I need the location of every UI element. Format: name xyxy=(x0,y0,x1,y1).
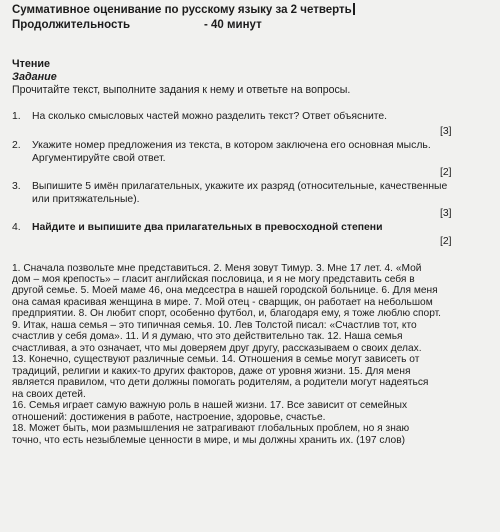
text-line: 16. Семья играет самую важную роль в нашей жизни. 17. Все зависит от семейных xyxy=(12,400,408,411)
question-number: 3. xyxy=(12,181,21,192)
question-points: [2] xyxy=(440,167,452,178)
instruction-text: Прочитайте текст, выполните задания к нему и ответьте на вопросы. xyxy=(12,84,351,96)
text-line: 18. Может быть, мои размышления не затрагивают глобальных проблем, но я знаю xyxy=(12,423,410,434)
duration-value: - 40 минут xyxy=(204,19,262,31)
text-line: точно, что есть незыблемые ценности в мире, и мы должны хранить их. (197 слов) xyxy=(12,435,405,446)
text-line: счастлив у себя дома». 11. И я думаю, что это действительно так. 12. Наша семья xyxy=(12,331,403,342)
text-line: другой семье. 5. Моей маме 46, она медсестра в нашей городской больнице. 6. Для меня xyxy=(12,285,438,296)
question-points: [3] xyxy=(440,208,452,219)
question-text: Найдите и выпишите два прилагательных в превосходной степени xyxy=(32,222,383,233)
question-text-continued: Аргументируйте свой ответ. xyxy=(32,153,166,164)
text-cursor xyxy=(353,3,355,15)
question-text-continued: или притяжательные). xyxy=(32,194,140,205)
text-line: она самая красивая женщина в мире. 7. Мой отец - сварщик, он работает на небольшом xyxy=(12,297,433,308)
text-line: предприятии. 8. Он любит спорт, особенно футбол, и, благодаря ему, я тоже люблю спорт. xyxy=(12,308,441,319)
question-points: [3] xyxy=(440,126,452,137)
question-text: Выпишите 5 имён прилагательных, укажите их разряд (относительные, качественные xyxy=(32,181,448,192)
text-line: 13. Конечно, существуют различные семьи. 14. Отношения в семье могут зависеть от xyxy=(12,354,420,365)
question-number: 4. xyxy=(12,222,21,233)
duration-label: Продолжительность xyxy=(12,19,131,31)
text-line: 1. Сначала позвольте мне представиться. 2. Меня зовут Тимур. 3. Мне 17 лет. 4. «Мой xyxy=(12,263,422,274)
page-title: Суммативное оценивание по русскому языку за 2 четверть xyxy=(12,3,355,16)
text-line: отношений: достижения в работе, настроение, здоровье, счастье. xyxy=(12,412,326,423)
text-line: дом – моя крепость» – гласит английская пословица, и я не могу представить себя в xyxy=(12,274,415,285)
question-number: 1. xyxy=(12,111,21,122)
task-label: Задание xyxy=(12,71,57,83)
text-line: является правилом, что дети должны помогать родителям, а родители могут надеяться xyxy=(12,377,429,388)
question-text: На сколько смысловых частей можно разделить текст? Ответ объясните. xyxy=(32,111,388,122)
question-number: 2. xyxy=(12,140,21,151)
text-line: на своих детей. xyxy=(12,389,86,400)
text-line: традиций, религии и каких-то других факторов, даже от уровня жизни. 15. Для меня xyxy=(12,366,411,377)
text-line: счастливая, а это означает, что мы доверяем друг другу, рассказываем о своих делах. xyxy=(12,343,422,354)
question-text: Укажите номер предложения из текста, в котором заключена его основная мысль. xyxy=(32,140,431,151)
text-line: 9. Итак, наша семья – это типичная семья. 10. Лев Толстой писал: «Счастлив тот, кто xyxy=(12,320,417,331)
question-points: [2] xyxy=(440,236,452,247)
section-heading: Чтение xyxy=(12,58,51,70)
